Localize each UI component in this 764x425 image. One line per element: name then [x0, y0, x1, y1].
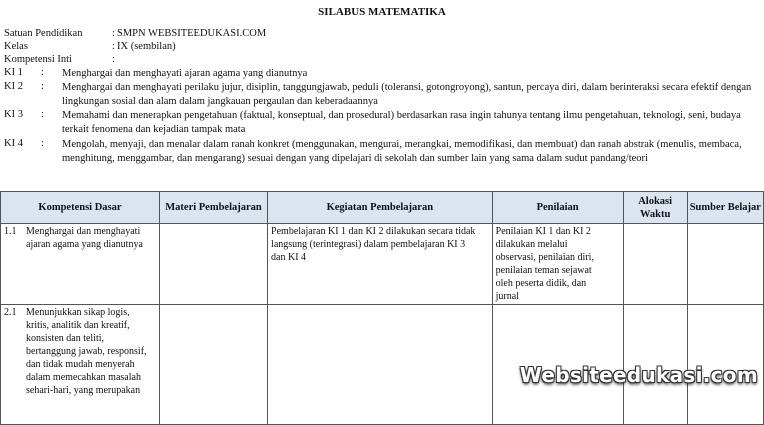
header-penilaian: Penilaian	[492, 192, 623, 224]
cell-materi	[159, 305, 267, 425]
ki-1-text: Menghargai dan menghayati ajaran agama yang dianutnya	[62, 68, 308, 79]
meta-value-satuan: SMPN WEBSITEEDUKASI.COM	[117, 28, 267, 39]
syllabus-table	[0, 191, 764, 425]
header-kegiatan: Kegiatan Pembelajaran	[268, 192, 493, 224]
kd-text: Menunjukkan sikap logis, kritis, analitik dan kreatif, konsisten dan teliti, bertanggung jawab, responsif, dan tidak mudah menyerah dalam memecahkan masalah sehari-hari, yang merupakan	[26, 307, 147, 396]
kd-number: 2.1	[4, 307, 17, 318]
cell-kegiatan	[268, 305, 493, 425]
meta-colon: :	[112, 28, 115, 39]
cell-kegiatan: Pembelajaran KI 1 dan KI 2 dilakukan secara tidak langsung (terintegrasi) dalam pembelajaran KI 3 dan KI 4	[268, 224, 493, 305]
header-kompetensi-dasar: Kompetensi Dasar	[1, 192, 160, 224]
meta-value-kelas: IX (sembilan)	[117, 41, 176, 52]
cell-kompetensi-dasar	[1, 224, 160, 305]
cell-penilaian: Penilaian KI 1 dan KI 2 dilakukan melalui observasi, penilaian diri, penilaian teman sejawat oleh peserta didik, dan jurnal	[492, 224, 623, 305]
header-materi: Materi Pembelajaran	[159, 192, 267, 224]
document-title: SILABUS MATEMATIKA	[318, 6, 446, 18]
ki-label: KI 4	[4, 138, 23, 149]
ki-label: KI 3	[4, 109, 23, 120]
meta-label-kompetensi-inti: Kompetensi Inti	[4, 54, 72, 65]
cell-kompetensi-dasar	[1, 305, 160, 425]
ki-colon: :	[41, 81, 44, 92]
cell-materi	[159, 224, 267, 305]
ki-2-text: Menghargai dan menghayati perilaku jujur, disiplin, tanggungjawab, peduli (toleransi, gotongroyong), santun, percaya diri, dalam berinteraksi secara efektif dengan lingkungan sosial dan alam dalam jangkauan pergaulan dan keberadaannya	[62, 82, 752, 107]
ki-4-text: Mengolah, menyaji, dan menalar dalam ranah konkret (menggunakan, mengurai, merangkai, memodifikasi, dan membuat) dan ranah abstrak (menulis, membaca, menghitung, menggambar, dan mengarang) sesuai dengan yang dipelajari di sekolah dan sumber lain yang sama dalam sudut pandang/teori	[62, 139, 742, 164]
meta-colon: :	[112, 41, 115, 52]
watermark-logo: Websiteedukasi.com	[519, 363, 758, 387]
cell-alokasi-waktu	[623, 224, 687, 305]
ki-colon: :	[41, 67, 44, 78]
meta-colon: :	[112, 54, 115, 65]
kd-text: Menghargai dan menghayati ajaran agama yang dianutnya	[26, 226, 143, 250]
table-header-row	[1, 192, 764, 224]
table-row	[1, 224, 764, 305]
ki-colon: :	[41, 109, 44, 120]
cell-sumber-belajar	[687, 224, 763, 305]
header-sumber-belajar: Sumber Belajar	[687, 192, 763, 224]
header-alokasi-waktu: Alokasi Waktu	[623, 192, 687, 224]
meta-label-kelas: Kelas	[4, 41, 28, 52]
ki-3-text: Memahami dan menerapkan pengetahuan (faktual, konseptual, dan prosedural) berdasarkan rasa ingin tahunya tentang ilmu pengetahuan, teknologi, seni, budaya terkait fenomena dan kejadian tampak mata	[62, 110, 741, 135]
kd-number: 1.1	[4, 226, 17, 237]
meta-label-satuan: Satuan Pendidikan	[4, 28, 83, 39]
ki-label: KI 2	[4, 81, 23, 92]
ki-colon: :	[41, 138, 44, 149]
ki-label: KI 1	[4, 67, 23, 78]
